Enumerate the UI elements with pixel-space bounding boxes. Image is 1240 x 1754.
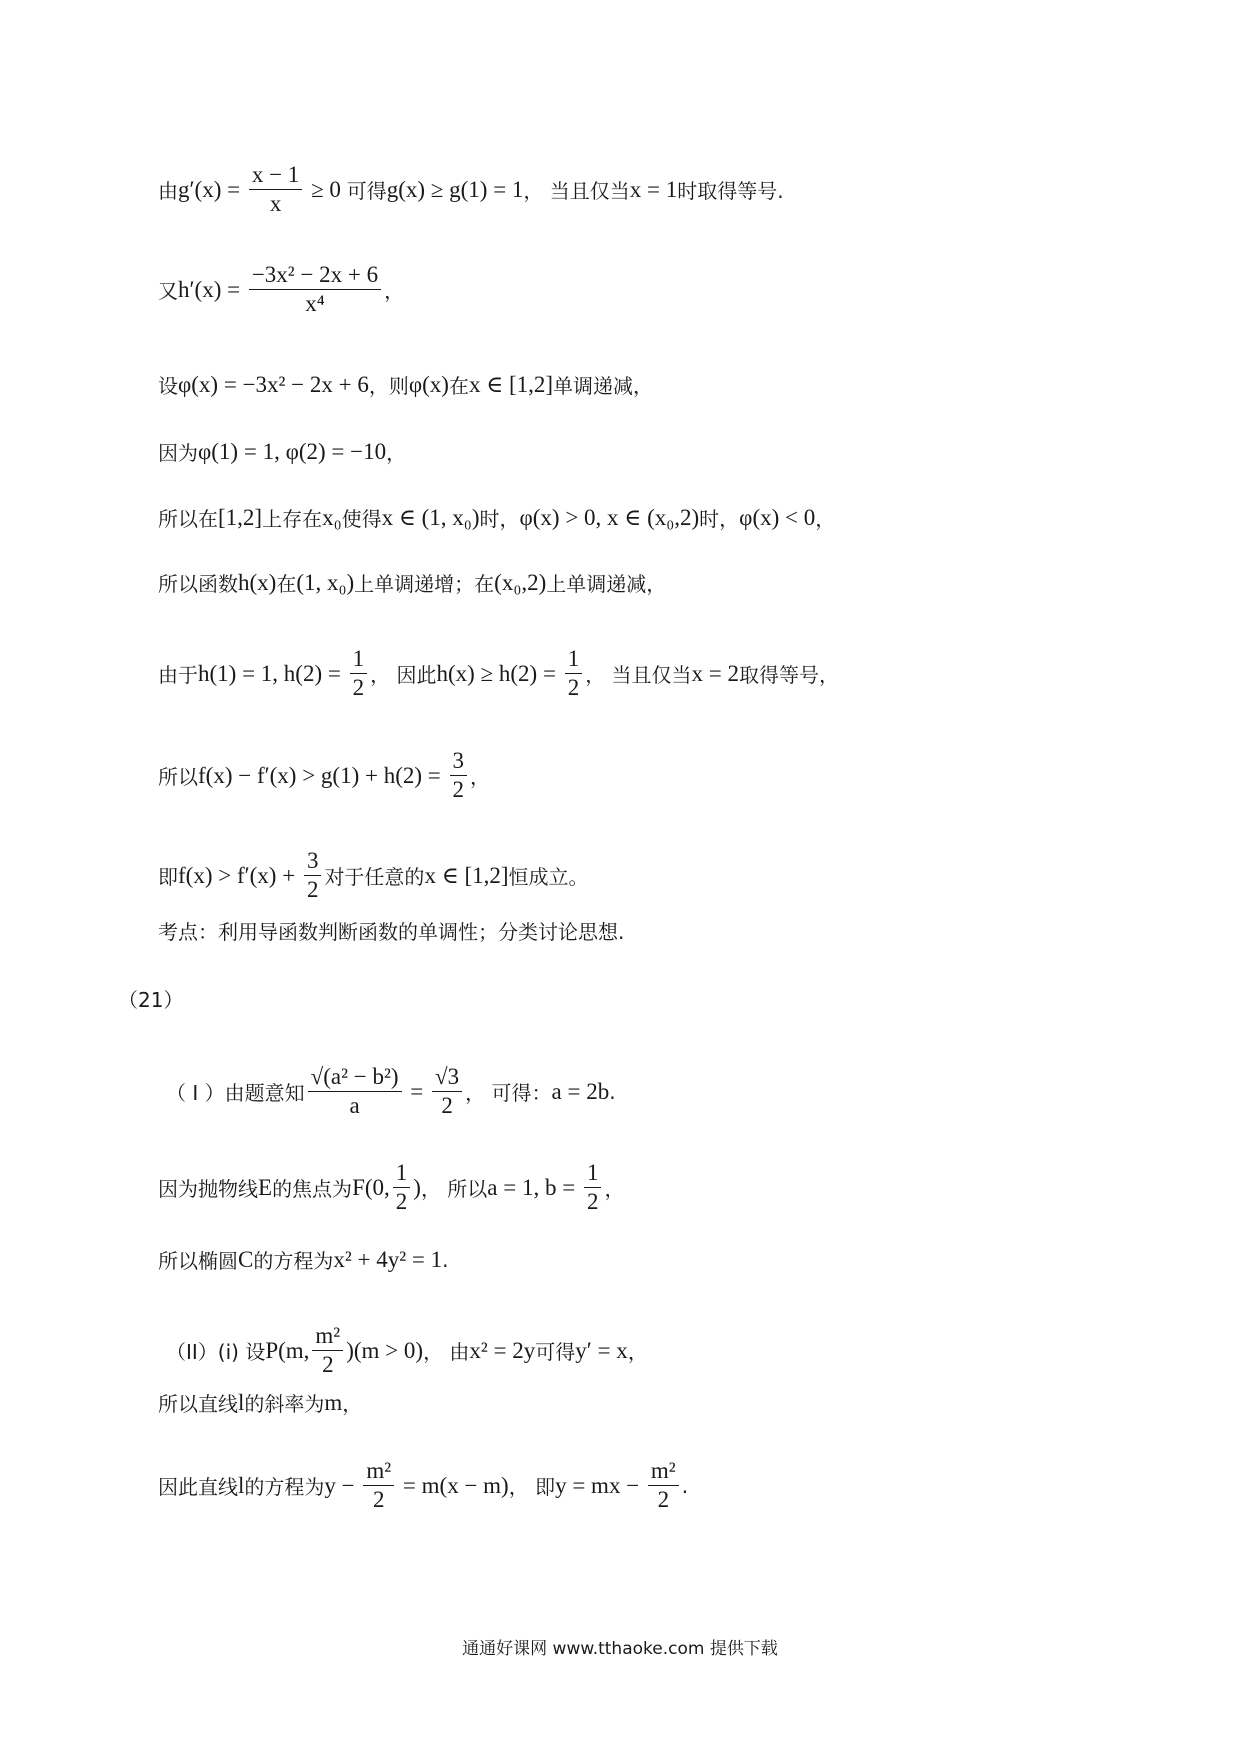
text-run: 所以直线 <box>158 1392 238 1416</box>
text-run: 由 <box>158 179 178 204</box>
math-run: f(x) − f′(x) > g(1) + h(2) = <box>198 762 447 788</box>
text-run: ， 所以 <box>420 1177 488 1202</box>
math-run: l <box>238 1389 245 1415</box>
fraction-numerator: 1 <box>565 646 583 674</box>
text-run: 时， <box>699 507 740 531</box>
math-run: x² + 4y² = 1 <box>333 1246 443 1272</box>
text-run: （ I ）由题意知 <box>166 1081 305 1106</box>
text-run: 时， <box>479 507 520 531</box>
math-run: a = 1, b = <box>487 1174 581 1200</box>
math-run: h(x) <box>238 569 277 595</box>
text-run: 的焦点为 <box>272 1177 353 1202</box>
text-run: 设 <box>158 374 178 398</box>
fraction <box>584 1160 602 1216</box>
fraction-denominator: x⁴ <box>305 291 325 317</box>
text-run: 可得 <box>346 179 387 204</box>
fraction-denominator: 2 <box>373 1487 385 1513</box>
math-run: x = 1 <box>629 176 678 202</box>
text-run: 可得 <box>535 1340 576 1365</box>
text-run: ， <box>386 441 407 465</box>
fraction-denominator: 2 <box>586 1189 599 1215</box>
math-run: = <box>404 1078 430 1104</box>
math-run: φ(x) = −3x² − 2x + 6 <box>178 371 369 397</box>
text-run: 在 <box>276 572 297 596</box>
fraction-denominator: 2 <box>441 1093 453 1119</box>
text-run: 所以在 <box>158 507 218 531</box>
text-line <box>158 1245 448 1274</box>
text-run: 上存在 <box>262 507 323 531</box>
fraction-denominator: x <box>269 191 282 217</box>
text-line <box>158 748 490 804</box>
math-run: P(m, <box>265 1337 310 1363</box>
text-run: 使得 <box>341 507 382 531</box>
text-line <box>158 262 404 318</box>
text-run: 时取得等号. <box>677 179 784 204</box>
text-line <box>118 984 183 1013</box>
fraction-numerator: m² <box>648 1458 679 1486</box>
math-run: F(0, <box>352 1174 390 1200</box>
fraction-numerator: m² <box>312 1323 343 1351</box>
text-run: ， 因此 <box>370 663 437 688</box>
fraction <box>312 1323 343 1379</box>
text-run: 上单调递减， <box>546 572 667 596</box>
text-line <box>158 1160 624 1216</box>
math-run: a = 2b <box>551 1078 610 1104</box>
fraction-numerator: m² <box>363 1458 394 1486</box>
fraction <box>450 748 468 804</box>
text-run: . <box>681 1473 689 1498</box>
math-run: h′(x) = <box>178 276 246 302</box>
text-run: ， <box>384 279 405 304</box>
text-run: 考点：利用导函数判断函数的单调性；分类讨论思想. <box>158 920 625 944</box>
fraction-denominator: 2 <box>567 675 580 701</box>
math-run: = m(x − m) <box>397 1472 509 1498</box>
math-run: h(x) ≥ h(2) = <box>436 660 562 686</box>
fraction <box>648 1458 679 1514</box>
math-run: φ(x) <box>408 371 449 397</box>
math-run: f(x) > f′(x) + <box>178 862 301 888</box>
text-run: 取得等号， <box>739 663 840 688</box>
math-run: φ(x) < 0 <box>739 504 816 530</box>
text-run: 又 <box>158 279 178 304</box>
text-run: 在 <box>448 374 469 398</box>
math-run: y − <box>324 1472 361 1498</box>
text-run: 上单调递增；在 <box>354 572 495 596</box>
math-run: x ∈ [1,2] <box>424 862 509 888</box>
fraction-numerator: 1 <box>393 1160 411 1188</box>
fraction-numerator: 1 <box>350 646 368 674</box>
text-run: ， 即 <box>508 1475 556 1500</box>
math-run: )(m > 0) <box>346 1337 424 1363</box>
text-line <box>158 1458 688 1514</box>
fraction-numerator: 3 <box>304 848 322 876</box>
text-line <box>166 1323 648 1379</box>
text-line <box>158 1388 362 1417</box>
text-line <box>158 162 784 218</box>
text-line <box>158 916 624 945</box>
math-run: E <box>258 1174 273 1200</box>
fraction-numerator: x − 1 <box>249 162 302 190</box>
fraction-denominator: a <box>349 1093 360 1119</box>
text-run: 所以 <box>158 765 198 790</box>
math-run: x² = 2y <box>469 1337 536 1363</box>
text-run: ， <box>815 507 836 531</box>
fraction <box>350 646 368 702</box>
math-run: ) <box>413 1174 421 1200</box>
math-run: φ(1) = 1, φ(2) = −10 <box>198 438 387 464</box>
text-line <box>158 437 406 466</box>
math-run: y = mx − <box>555 1472 645 1498</box>
text-line <box>158 503 835 532</box>
text-run: （21） <box>118 988 184 1012</box>
fraction-denominator: 2 <box>395 1189 408 1215</box>
text-run: ， 可得： <box>465 1081 552 1106</box>
fraction <box>432 1064 462 1120</box>
math-run: x₀ <box>322 504 342 530</box>
text-run: 对于任意的 <box>324 865 425 890</box>
text-line <box>166 1064 616 1120</box>
fraction <box>565 646 583 702</box>
math-run: x = 2 <box>691 660 740 686</box>
fraction-denominator: 2 <box>657 1487 670 1513</box>
fraction <box>308 1064 402 1120</box>
text-run: ，则 <box>368 374 409 398</box>
text-run: ， <box>470 765 491 790</box>
text-run: 因为抛物线 <box>158 1177 258 1202</box>
math-run: [1,2] <box>218 504 263 530</box>
math-run: l <box>238 1472 245 1498</box>
text-run: ， <box>604 1177 625 1202</box>
text-run: 的斜率为 <box>244 1392 325 1416</box>
text-run: 即 <box>158 865 178 890</box>
text-run: ， <box>342 1392 363 1416</box>
fraction-denominator: 2 <box>306 877 319 903</box>
text-run: 因为 <box>158 441 198 465</box>
math-run: x ∈ [1,2] <box>468 371 554 397</box>
text-line <box>158 568 666 597</box>
fraction <box>363 1458 394 1514</box>
math-run: φ(x) > 0, x ∈ (x₀,2) <box>519 504 700 530</box>
text-run: . <box>442 1247 449 1272</box>
math-run: h(1) = 1, h(2) = <box>198 660 347 686</box>
text-line <box>158 646 839 702</box>
text-run: 单调递减， <box>553 374 654 398</box>
math-run: C <box>238 1246 254 1272</box>
text-line <box>158 848 589 904</box>
fraction-denominator: 2 <box>322 1352 334 1378</box>
math-run: g(x) ≥ g(1) = 1 <box>386 176 524 202</box>
fraction-numerator: √3 <box>432 1064 462 1092</box>
text-line <box>158 370 653 399</box>
text-run: ， <box>627 1340 648 1365</box>
math-run: (x₀,2) <box>494 569 547 595</box>
fraction-numerator: 1 <box>584 1160 602 1188</box>
math-run: ≥ 0 <box>305 176 347 202</box>
math-run: x ∈ (1, x₀) <box>381 504 480 530</box>
math-run: m <box>324 1389 343 1415</box>
fraction <box>393 1160 411 1216</box>
fraction-numerator: √(a² − b²) <box>308 1064 402 1092</box>
text-run: 的方程为 <box>244 1475 325 1500</box>
fraction <box>304 848 322 904</box>
text-run: 恒成立。 <box>508 865 589 890</box>
text-run: 所以椭圆 <box>158 1249 238 1273</box>
text-run: ， 当且仅当 <box>523 179 630 204</box>
math-run: g′(x) = <box>178 176 246 202</box>
fraction-denominator: 2 <box>352 675 365 701</box>
text-run: 由于 <box>158 663 198 688</box>
fraction-numerator: −3x² − 2x + 6 <box>249 262 381 290</box>
text-run: ， 当且仅当 <box>585 663 692 688</box>
fraction <box>249 262 381 318</box>
page-footer: 通通好课网 www.tthaoke.com 提供下载 <box>462 1639 778 1659</box>
fraction <box>249 162 302 218</box>
text-run: . <box>609 1079 616 1104</box>
text-run: ， 由 <box>423 1340 470 1365</box>
text-run: 因此直线 <box>158 1475 238 1500</box>
text-run: （II）(i) 设 <box>166 1340 266 1365</box>
text-run: 所以函数 <box>158 572 238 596</box>
math-run: (1, x₀) <box>296 569 355 595</box>
fraction-denominator: 2 <box>452 777 465 803</box>
math-run: y′ = x <box>575 1337 628 1363</box>
text-run: 的方程为 <box>253 1249 334 1273</box>
fraction-numerator: 3 <box>450 748 468 776</box>
